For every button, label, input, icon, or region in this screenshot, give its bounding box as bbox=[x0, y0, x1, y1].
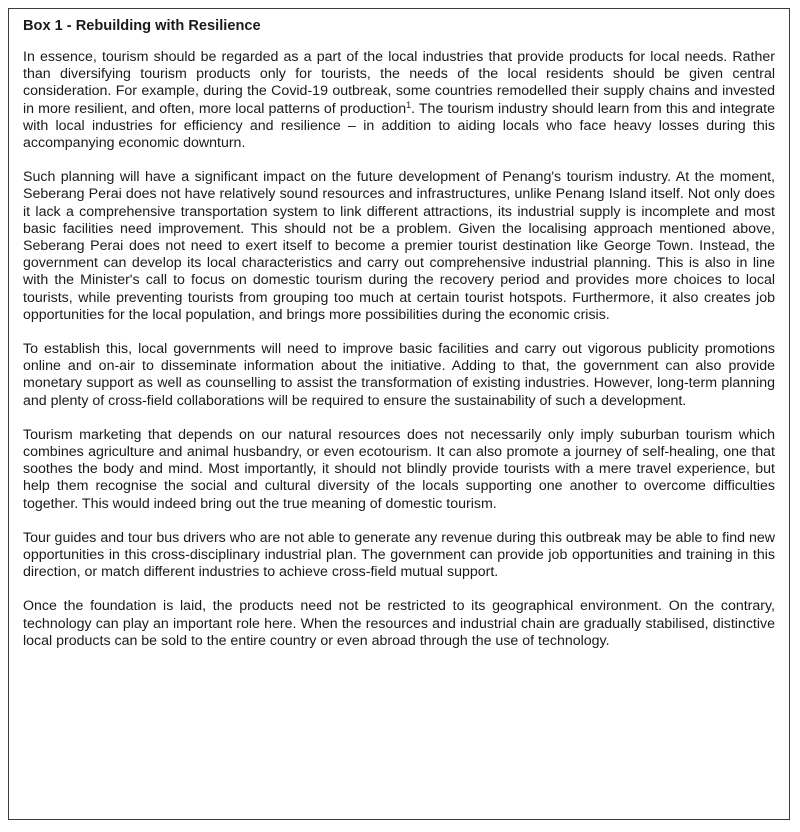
paragraph-4: Tourism marketing that depends on our natural resources does not necessarily only imply suburban tourism which combines agriculture and animal husbandry, or even ecotourism. It can also promote a journey of self-healing, one that soothes the body and mind. Most importantly, it should not blindly provide tourists with a mere travel experience, but help them recognise the social and cultural diversity of the locals supporting one another to overcome difficulties together. This would indeed bring out the true meaning of domestic tourism. bbox=[23, 426, 775, 512]
paragraph-1 bbox=[23, 49, 775, 152]
paragraph-2: Such planning will have a significant impact on the future development of Penang's tourism industry. At the moment, Seberang Perai does not have relatively sound resources and infrastructures, unlike Penang Island itself. Not only does it lack a comprehensive transportation system to link different attractions, its industrial supply is incomplete and most basic facilities need improvement. This should not be a problem. Given the localising approach mentioned above, Seberang Perai does not need to exert itself to become a premier tourist destination like George Town. Instead, the government can develop its local characteristics and carry out comprehensive industrial planning. This is also in line with the Minister's call to focus on domestic tourism during the recovery period and provides more choices to local tourists, while preventing tourists from grouping too much at certain tourist hotspots. Furthermore, it also creates job opportunities for the local population, and brings more possibilities during the economic crisis. bbox=[23, 169, 775, 323]
footnote-marker: 1 bbox=[406, 99, 412, 110]
paragraph-3: To establish this, local governments will need to improve basic facilities and carry out vigorous publicity promotions online and on-air to disseminate information about the initiative. Adding to that, the government can also provide monetary support as well as counselling to assist the transformation of existing industries. However, long-term planning and plenty of cross-field collaborations will be required to ensure the sustainability of such a development. bbox=[23, 341, 775, 409]
paragraph-1-text-continued: . The tourism industry should learn from this and integrate with local industries for efficiency and resilience – in addition to aiding locals who face heavy losses during this accompanying economic downturn. bbox=[23, 100, 775, 152]
box-title: Box 1 - Rebuilding with Resilience bbox=[23, 18, 261, 34]
paragraph-6: Once the foundation is laid, the products need not be restricted to its geographical environment. On the contrary, technology can play an important role here. When the resources and industrial chain are gradually stabilised, distinctive local products can be sold to the entire country or even abroad through the use of technology. bbox=[23, 598, 775, 649]
text-box bbox=[8, 8, 790, 820]
paragraph-1-text: In essence, tourism should be regarded as a part of the local industries that provide products for local needs. Rather than diversifying tourism products only for tourists, the needs of the local residents should be given central consideration. For example, during the Covid-19 outbreak, some countries remodelled their supply chains and invested in more resilient, and often, more local patterns of production bbox=[23, 49, 775, 117]
paragraph-5: Tour guides and tour bus drivers who are not able to generate any revenue during this outbreak may be able to find new opportunities in this cross-disciplinary industrial plan. The government can provide job opportunities and training in this direction, or match different industries to achieve cross-field mutual support. bbox=[23, 529, 775, 581]
